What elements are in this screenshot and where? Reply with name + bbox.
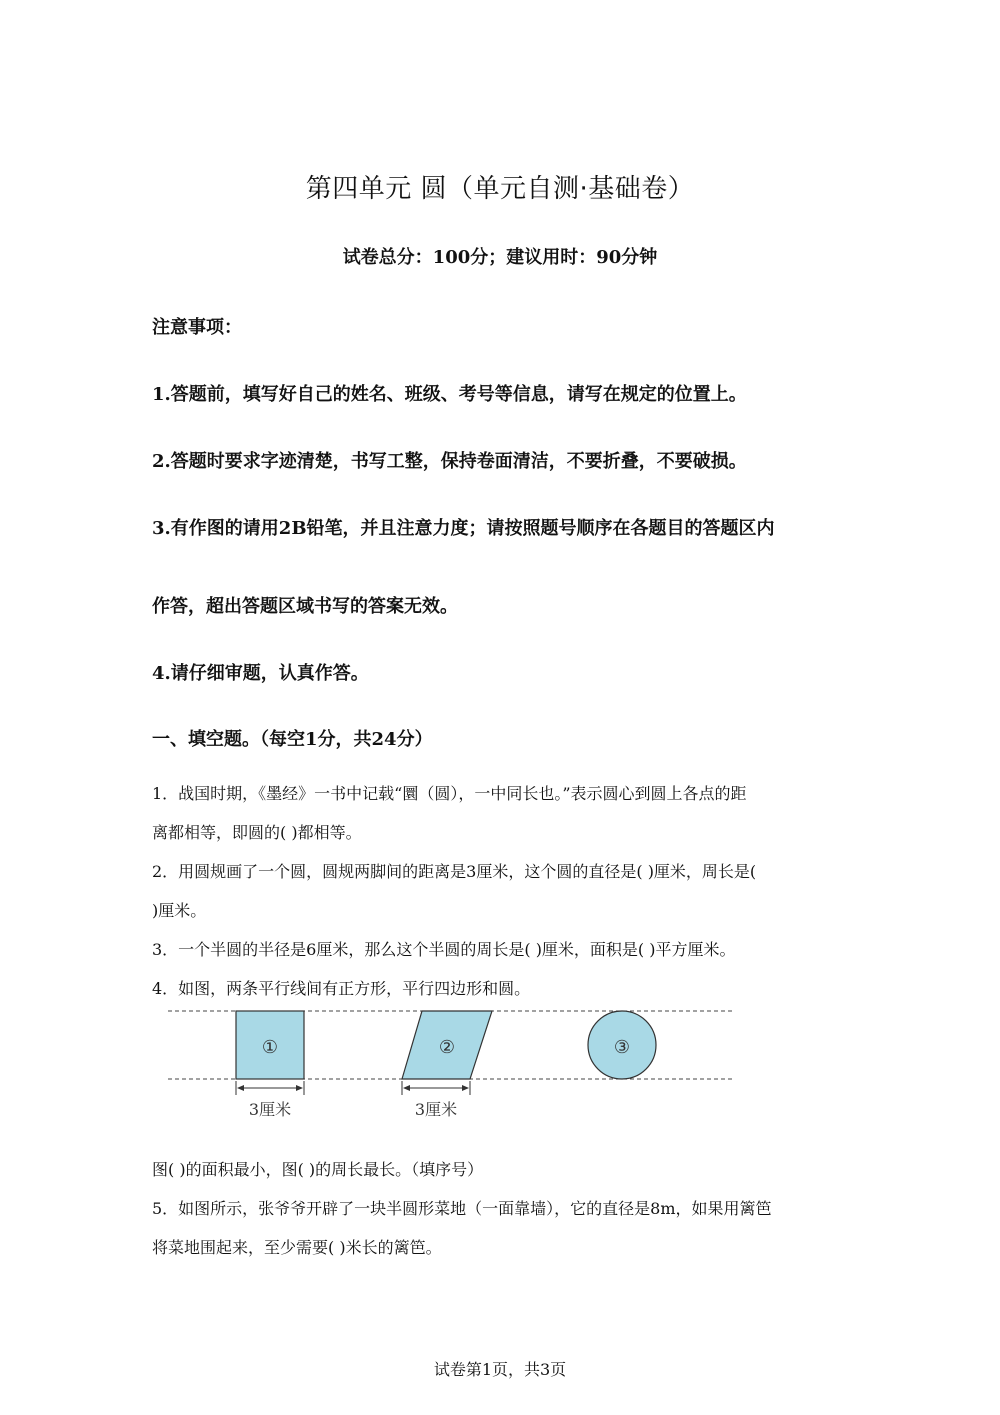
question-5-line-2: 将菜地围起来，至少需要( )米长的篱笆。 [152,1238,442,1257]
notice-item-3: 3.有作图的请用2B铅笔，并且注意力度；请按照题号顺序在各题目的答题区内 [152,518,775,539]
dimension-label-1: 3厘米 [248,1100,292,1119]
notice-heading: 注意事项： [152,317,242,338]
notice-item-2: 2.答题时要求字迹清楚，书写工整，保持卷面清洁，不要折叠，不要破损。 [152,451,747,472]
section-heading: 一、填空题。（每空1分，共24分） [152,729,433,750]
exam-info: 试卷总分：100分；建议用时：90分钟 [342,247,658,268]
question-4: 4．如图，两条平行线间有正方形，平行四边形和圆。 [152,979,531,998]
page-title: 第四单元 圆（单元自测·基础卷） [305,174,695,204]
shape-2-label: ② [438,1037,456,1058]
question-1-line-2: 离都相等，即圆的( )都相等。 [152,823,362,842]
shape-3-label: ③ [613,1037,631,1058]
notice-item-4: 4.请仔细审题，认真作答。 [152,663,369,684]
question-3: 3．一个半圆的半径是6厘米，那么这个半圆的周长是( )厘米，面积是( )平方厘米。 [152,940,736,959]
question-5-line-1: 5．如图所示，张爷爷开辟了一块半圆形菜地（一面靠墙），它的直径是8m，如果用篱笆 [152,1199,772,1218]
question-1-line-1: 1．战国时期，《墨经》一书中记载“圜（圆），一中同长也。”表示圆心到圆上各点的距 [152,784,747,803]
question-2-line-2: )厘米。 [152,901,207,920]
notice-item-1: 1.答题前，填写好自己的姓名、班级、考号等信息，请写在规定的位置上。 [152,384,747,405]
page-footer: 试卷第1页，共3页 [433,1360,567,1379]
question-4-answer: 图( )的面积最小，图( )的周长最长。（填序号） [152,1160,484,1179]
dimension-label-2: 3厘米 [414,1100,458,1119]
question-2-line-1: 2．用圆规画了一个圆，圆规两脚间的距离是3厘米，这个圆的直径是( )厘米，周长是( [152,862,757,881]
shapes-figure [160,1005,750,1125]
notice-item-3-continued: 作答，超出答题区域书写的答案无效。 [152,596,458,617]
shape-1-label: ① [261,1037,279,1058]
